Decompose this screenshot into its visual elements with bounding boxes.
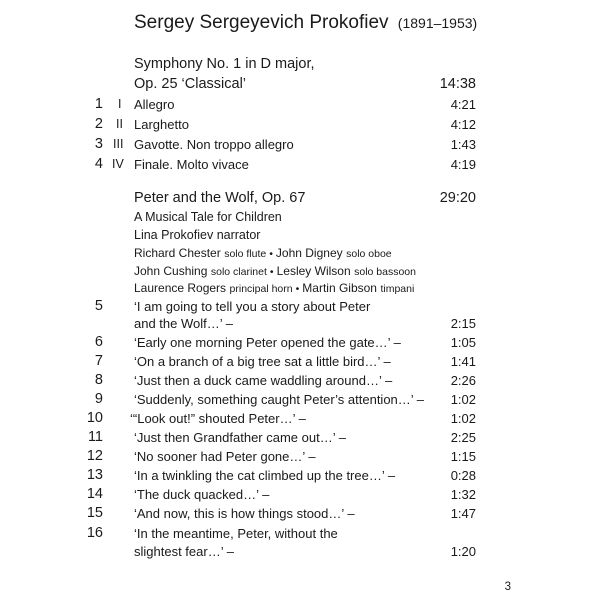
movement-numeral: III [113, 137, 124, 151]
track-number: 1 [94, 96, 103, 112]
performer-name: Martin Gibson [302, 281, 377, 295]
performer-role: solo oboe [346, 248, 392, 260]
performer-name: Lesley Wilson [276, 264, 351, 278]
track-duration: 4:21 [450, 97, 476, 112]
symphony-title-line1: Symphony No. 1 in D major, [134, 56, 315, 72]
track-number: 4 [94, 156, 103, 172]
track-title: Finale. Molto vivace [134, 157, 249, 172]
track-number: 2 [94, 116, 103, 132]
track-duration: 1:15 [450, 449, 476, 464]
track-duration: 0:28 [450, 468, 476, 483]
track-title: ‘“Look out!” shouted Peter…’ – [130, 411, 306, 426]
track-duration: 2:26 [450, 373, 476, 388]
track-title: ‘Just then Grandfather came out…’ – [134, 430, 346, 445]
performer-role: solo flute [224, 248, 267, 260]
page-number: 3 [504, 581, 511, 593]
track-title: ‘No sooner had Peter gone…’ – [134, 449, 316, 464]
track-title-continued: slightest fear…’ – [134, 544, 234, 559]
track-title: Gavotte. Non troppo allegro [134, 137, 294, 152]
performer-role: solo clarinet [210, 266, 267, 278]
track-duration: 1:41 [450, 354, 476, 369]
performers-line [134, 281, 414, 295]
track-number: 10 [86, 410, 103, 426]
track-duration: 2:15 [450, 316, 476, 331]
track-duration: 4:12 [450, 117, 476, 132]
track-number: 15 [86, 505, 103, 521]
narrator-name: Lina Prokofiev [134, 228, 214, 242]
track-title-continued: and the Wolf…’ – [134, 316, 233, 331]
track-duration: 1:32 [450, 487, 476, 502]
track-number: 12 [86, 448, 103, 464]
performer-role: principal horn [229, 283, 293, 295]
symphony-title-line2: Op. 25 ‘Classical’ [134, 76, 247, 92]
track-duration: 1:47 [450, 506, 476, 521]
performer-name: John Cushing [134, 264, 208, 278]
performer-name: John Digney [275, 246, 343, 260]
separator: • [269, 248, 273, 260]
movement-numeral: IV [112, 157, 124, 171]
track-title: ‘In a twinkling the cat climbed up the tree…’ – [134, 468, 396, 483]
track-title: ‘Early one morning Peter opened the gate…’ – [134, 335, 401, 350]
track-number: 8 [94, 372, 103, 388]
performer-name: Laurence Rogers [134, 281, 227, 295]
movement-numeral: I [118, 97, 122, 111]
track-number: 14 [86, 486, 103, 502]
performer-role: timpani [380, 283, 415, 295]
track-title: ‘In the meantime, Peter, without the [134, 526, 338, 541]
track-title: ‘On a branch of a big tree sat a little bird…’ – [134, 354, 391, 369]
track-title: Larghetto [134, 117, 189, 132]
separator: • [295, 283, 300, 295]
movement-numeral: II [116, 117, 123, 131]
track-title: ‘The duck quacked…’ – [134, 487, 270, 502]
track-number: 3 [94, 136, 103, 152]
track-duration: 2:25 [450, 430, 476, 445]
peter-total-time: 29:20 [439, 190, 476, 206]
track-number: 5 [94, 298, 103, 314]
track-number: 6 [94, 334, 103, 350]
track-title: ‘Suddenly, something caught Peter’s attention…’ – [134, 392, 425, 407]
narrator-role: narrator [216, 228, 261, 242]
track-duration: 1:02 [450, 392, 476, 407]
track-title: ‘I am going to tell you a story about Peter [134, 299, 371, 314]
performers-line [134, 246, 392, 260]
track-number: 7 [94, 353, 103, 369]
track-duration: 1:43 [450, 137, 476, 152]
separator: • [269, 266, 274, 278]
track-title: ‘Just then a duck came waddling around…’ – [134, 373, 393, 388]
symphony-total-time: 14:38 [439, 76, 476, 92]
track-title: ‘And now, this is how things stood…’ – [134, 506, 355, 521]
peter-title: Peter and the Wolf, Op. 67 [134, 190, 306, 206]
performer-name: Richard Chester [134, 246, 221, 260]
composer-name: Sergey Sergeyevich Prokofiev [134, 12, 389, 33]
track-number: 9 [94, 391, 103, 407]
track-duration: 1:05 [450, 335, 476, 350]
performers-line [134, 264, 416, 278]
performer-role: solo bassoon [354, 266, 416, 278]
track-number: 13 [86, 467, 103, 483]
track-number: 16 [86, 525, 103, 541]
narrator-credit [134, 228, 260, 242]
composer-dates: (1891–1953) [397, 15, 478, 31]
track-duration: 4:19 [450, 157, 476, 172]
composer-heading [134, 12, 477, 34]
peter-subtitle: A Musical Tale for Children [134, 210, 282, 224]
track-duration: 1:20 [450, 544, 476, 559]
track-duration: 1:02 [450, 411, 476, 426]
track-number: 11 [87, 429, 103, 445]
track-title: Allegro [134, 97, 175, 112]
